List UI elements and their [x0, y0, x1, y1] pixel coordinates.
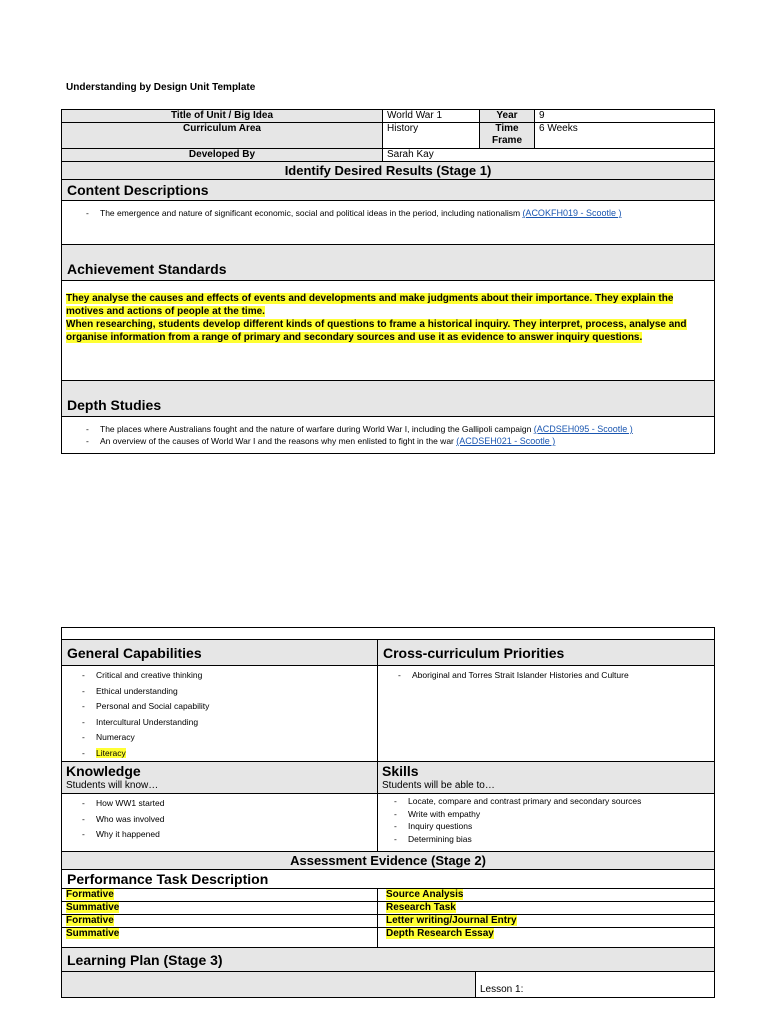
- unit-table: [61, 109, 715, 454]
- general-item: - Literacy: [82, 746, 373, 762]
- skills-header: [378, 762, 715, 794]
- stage2-heading: Assessment Evidence (Stage 2): [62, 852, 715, 870]
- year-label: Year: [480, 110, 535, 123]
- achievement-heading: Achievement Standards: [62, 245, 715, 281]
- skills-item: - Locate, compare and contrast primary and secondary sources: [394, 795, 710, 808]
- title-value: World War 1: [383, 110, 480, 123]
- timeframe-value: 6 Weeks: [535, 123, 715, 149]
- knowledge-item: - How WW1 started: [82, 796, 373, 812]
- cross-heading: Cross-curriculum Priorities: [378, 640, 715, 666]
- performance-heading: Performance Task Description: [62, 870, 715, 889]
- document-title: Understanding by Design Unit Template: [66, 82, 256, 93]
- title-label: Title of Unit / Big Idea: [62, 110, 383, 123]
- general-cell: [62, 666, 378, 762]
- task-name: Research Task: [378, 902, 715, 915]
- blank-row: [62, 628, 715, 640]
- stage1-heading: Identify Desired Results (Stage 1): [62, 162, 715, 180]
- task-name: Depth Research Essay: [378, 928, 715, 948]
- content-heading: Content Descriptions: [62, 180, 715, 201]
- general-item: - Ethical understanding: [82, 684, 373, 700]
- task-name: Letter writing/Journal Entry: [378, 915, 715, 928]
- skills-item: - Determining bias: [394, 833, 710, 846]
- task-type: Summative: [62, 902, 378, 915]
- plan-blank-cell: [62, 972, 476, 998]
- achievement-cell: [62, 281, 715, 381]
- curriculum-value: History: [383, 123, 480, 149]
- general-item: - Numeracy: [82, 730, 373, 746]
- skills-sub: Students will be able to…: [382, 780, 495, 791]
- scootle-link[interactable]: (ACOKFH019 - Scootle ): [522, 208, 622, 218]
- skills-item: - Inquiry questions: [394, 820, 710, 833]
- skills-heading: Skills: [382, 763, 419, 779]
- developed-label: Developed By: [62, 149, 383, 162]
- knowledge-header: [62, 762, 378, 794]
- timeframe-label: Time Frame: [480, 123, 535, 149]
- curriculum-label: Curriculum Area: [62, 123, 383, 149]
- developed-value: Sarah Kay: [383, 149, 715, 162]
- depth-item: - An overview of the causes of World War I and the reasons why men enlisted to fight in the war (ACDSEH021 - Scootle ): [86, 435, 710, 447]
- task-type: Formative: [62, 915, 378, 928]
- year-value: 9: [535, 110, 715, 123]
- plan-table: [61, 627, 715, 998]
- knowledge-item: - Why it happened: [82, 827, 373, 843]
- cross-cell: [378, 666, 715, 762]
- general-heading: General Capabilities: [62, 640, 378, 666]
- knowledge-item: - Who was involved: [82, 812, 373, 828]
- skills-item: - Write with empathy: [394, 808, 710, 821]
- scootle-link[interactable]: (ACDSEH095 - Scootle ): [533, 424, 633, 434]
- stage3-heading: Learning Plan (Stage 3): [62, 948, 715, 972]
- knowledge-sub: Students will know…: [66, 780, 159, 791]
- skills-cell: [378, 794, 715, 852]
- depth-cell: [62, 417, 715, 454]
- general-item: - Intercultural Understanding: [82, 715, 373, 731]
- task-type: Summative: [62, 928, 378, 948]
- depth-item: - The places where Australians fought and the nature of warfare during World War I, including the Gallipoli campaign (ACDSEH095 - Scootle ): [86, 423, 710, 435]
- general-item: - Critical and creative thinking: [82, 668, 373, 684]
- knowledge-heading: Knowledge: [66, 763, 141, 779]
- task-type: Formative: [62, 889, 378, 902]
- achievement-line: They analyse the causes and effects of events and developments and make judgments about their importance. They explain the motives and actions of people at the time.: [66, 293, 674, 317]
- knowledge-cell: [62, 794, 378, 852]
- task-name: Source Analysis: [378, 889, 715, 902]
- cross-item: - Aboriginal and Torres Strait Islander Histories and Culture: [398, 668, 710, 684]
- depth-heading: Depth Studies: [62, 381, 715, 417]
- content-cell: [62, 201, 715, 245]
- general-item: - Personal and Social capability: [82, 699, 373, 715]
- content-item: - The emergence and nature of significant economic, social and political ideas in the period, including nationalism (ACOKFH019 - Scootle ): [86, 206, 710, 220]
- lesson-cell: Lesson 1:: [476, 972, 715, 998]
- scootle-link[interactable]: (ACDSEH021 - Scootle ): [456, 436, 556, 446]
- achievement-line: When researching, students develop different kinds of questions to frame a historical inquiry. They interpret, process, analyse and organise information from a range of primary and secondary sources and use it as evidence to answer inquiry questions.: [66, 319, 687, 343]
